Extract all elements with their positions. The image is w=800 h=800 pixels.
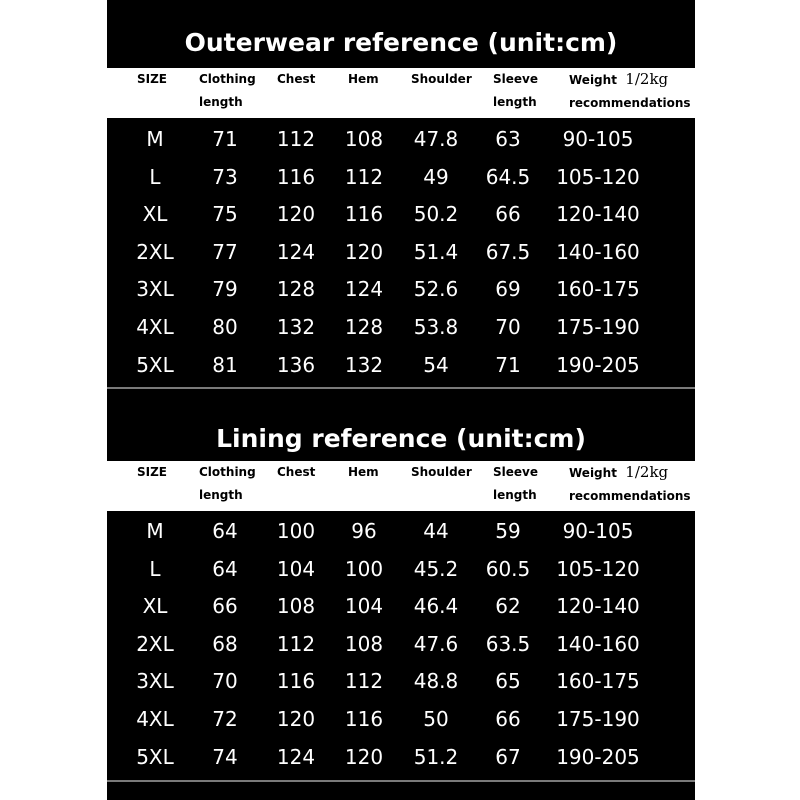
cell-shoulder: 50.2 xyxy=(413,202,459,227)
header-chest: Chest xyxy=(277,72,316,86)
cell-size: L xyxy=(149,556,161,581)
cell-clothing-length: 73 xyxy=(212,164,238,189)
cell-size: XL xyxy=(142,594,168,619)
cell-chest: 136 xyxy=(276,352,316,377)
lining-header-row xyxy=(107,461,695,511)
outerwear-bottom-divider xyxy=(107,387,695,389)
cell-chest: 124 xyxy=(276,744,316,769)
cell-hem: 112 xyxy=(344,164,384,189)
cell-size: 4XL xyxy=(136,707,174,731)
header-weight xyxy=(569,461,691,508)
cell-size: M xyxy=(146,127,164,151)
header-clothing-length xyxy=(199,461,256,507)
header-sleeve-length-line2: length xyxy=(493,488,537,502)
outerwear-title: Outerwear reference (unit:cm) xyxy=(184,28,618,57)
table-row xyxy=(107,625,695,663)
cell-weight: 105-120 xyxy=(556,556,640,581)
cell-shoulder: 47.8 xyxy=(413,127,459,151)
cell-weight: 160-175 xyxy=(556,669,640,694)
table-row xyxy=(107,195,695,233)
cell-weight: 120-140 xyxy=(556,202,640,227)
header-clothing-length xyxy=(199,68,256,114)
cell-size: 4XL xyxy=(136,315,174,339)
cell-weight: 175-190 xyxy=(556,315,640,339)
cell-sleeve-length: 60.5 xyxy=(485,556,531,581)
table-row xyxy=(107,700,695,738)
header-weight-unit: 1/2kg xyxy=(625,70,669,88)
cell-size: XL xyxy=(142,202,168,227)
cell-hem: 108 xyxy=(344,127,384,151)
cell-sleeve-length: 64.5 xyxy=(485,164,531,189)
header-sleeve-length xyxy=(493,461,538,507)
cell-chest: 112 xyxy=(276,127,316,151)
cell-weight: 160-175 xyxy=(556,277,640,302)
header-weight-line2: recommendations xyxy=(569,96,691,110)
cell-chest: 100 xyxy=(276,519,316,543)
cell-shoulder: 47.6 xyxy=(413,631,459,656)
cell-chest: 128 xyxy=(276,277,316,302)
header-clothing-length-line2: length xyxy=(199,95,243,109)
cell-hem: 116 xyxy=(344,707,384,731)
cell-shoulder: 51.4 xyxy=(413,239,459,264)
cell-sleeve-length: 63.5 xyxy=(485,631,531,656)
cell-clothing-length: 79 xyxy=(212,277,238,302)
cell-hem: 112 xyxy=(344,669,384,694)
lining-title: Lining reference (unit:cm) xyxy=(216,424,586,453)
table-row xyxy=(107,270,695,308)
header-shoulder: Shoulder xyxy=(411,72,472,86)
table-row xyxy=(107,120,695,158)
cell-sleeve-length: 65 xyxy=(495,669,521,694)
cell-size: 5XL xyxy=(136,744,174,769)
cell-clothing-length: 64 xyxy=(212,519,238,543)
cell-size: 2XL xyxy=(136,239,174,264)
cell-shoulder: 48.8 xyxy=(413,669,459,694)
cell-sleeve-length: 66 xyxy=(495,707,521,731)
table-row xyxy=(107,346,695,384)
cell-sleeve-length: 71 xyxy=(495,352,521,377)
cell-hem: 128 xyxy=(344,315,384,339)
cell-size: M xyxy=(146,519,164,543)
cell-hem: 104 xyxy=(344,594,384,619)
header-size: SIZE xyxy=(137,465,168,479)
cell-sleeve-length: 66 xyxy=(495,202,521,227)
cell-clothing-length: 77 xyxy=(212,239,238,264)
cell-size: L xyxy=(149,164,161,189)
cell-hem: 100 xyxy=(344,556,384,581)
cell-chest: 116 xyxy=(276,669,316,694)
cell-hem: 120 xyxy=(344,239,384,264)
cell-clothing-length: 80 xyxy=(212,315,238,339)
header-clothing-length-line1: Clothing xyxy=(199,465,256,479)
cell-sleeve-length: 67.5 xyxy=(485,239,531,264)
cell-sleeve-length: 62 xyxy=(495,594,521,619)
header-sleeve-length-line1: Sleeve xyxy=(493,72,538,86)
cell-clothing-length: 71 xyxy=(212,127,238,151)
header-weight-line2: recommendations xyxy=(569,489,691,503)
cell-chest: 116 xyxy=(276,164,316,189)
cell-chest: 112 xyxy=(276,631,316,656)
cell-weight: 140-160 xyxy=(556,239,640,264)
cell-shoulder: 49 xyxy=(423,164,449,189)
table-row xyxy=(107,512,695,550)
cell-shoulder: 52.6 xyxy=(413,277,459,302)
cell-shoulder: 50 xyxy=(423,707,449,731)
cell-shoulder: 44 xyxy=(423,519,449,543)
header-clothing-length-line1: Clothing xyxy=(199,72,256,86)
cell-size: 3XL xyxy=(136,277,174,302)
table-row xyxy=(107,308,695,346)
cell-weight: 90-105 xyxy=(562,519,634,543)
cell-sleeve-length: 59 xyxy=(495,519,521,543)
cell-weight: 175-190 xyxy=(556,707,640,731)
header-chest: Chest xyxy=(277,465,316,479)
header-sleeve-length-line2: length xyxy=(493,95,537,109)
cell-size: 5XL xyxy=(136,352,174,377)
table-row xyxy=(107,158,695,196)
cell-clothing-length: 75 xyxy=(212,202,238,227)
table-row xyxy=(107,233,695,271)
cell-hem: 120 xyxy=(344,744,384,769)
cell-hem: 116 xyxy=(344,202,384,227)
cell-clothing-length: 64 xyxy=(212,556,238,581)
table-row xyxy=(107,738,695,776)
cell-weight: 120-140 xyxy=(556,594,640,619)
cell-chest: 120 xyxy=(276,707,316,731)
cell-hem: 132 xyxy=(344,352,384,377)
cell-shoulder: 51.2 xyxy=(413,744,459,769)
header-weight-line1: Weight xyxy=(569,466,617,480)
cell-shoulder: 45.2 xyxy=(413,556,459,581)
cell-weight: 190-205 xyxy=(556,352,640,377)
cell-weight: 140-160 xyxy=(556,631,640,656)
header-weight-unit: 1/2kg xyxy=(625,463,669,481)
cell-sleeve-length: 69 xyxy=(495,277,521,302)
cell-sleeve-length: 70 xyxy=(495,315,521,339)
cell-chest: 108 xyxy=(276,594,316,619)
lining-bottom-divider xyxy=(107,780,695,782)
cell-clothing-length: 70 xyxy=(212,669,238,694)
header-weight-line1: Weight xyxy=(569,73,617,87)
cell-chest: 120 xyxy=(276,202,316,227)
cell-weight: 190-205 xyxy=(556,744,640,769)
cell-clothing-length: 81 xyxy=(212,352,238,377)
header-size: SIZE xyxy=(137,72,168,86)
cell-weight: 90-105 xyxy=(562,127,634,151)
cell-hem: 96 xyxy=(351,519,377,543)
header-shoulder: Shoulder xyxy=(411,465,472,479)
cell-shoulder: 46.4 xyxy=(413,594,459,619)
cell-sleeve-length: 67 xyxy=(495,744,521,769)
cell-hem: 124 xyxy=(344,277,384,302)
table-row xyxy=(107,662,695,700)
cell-size: 3XL xyxy=(136,669,174,694)
cell-shoulder: 53.8 xyxy=(413,315,459,339)
header-sleeve-length xyxy=(493,68,538,114)
cell-hem: 108 xyxy=(344,631,384,656)
cell-chest: 124 xyxy=(276,239,316,264)
header-clothing-length-line2: length xyxy=(199,488,243,502)
header-hem: Hem xyxy=(348,465,379,479)
size-chart-sheet xyxy=(107,0,695,800)
cell-shoulder: 54 xyxy=(423,352,449,377)
cell-clothing-length: 66 xyxy=(212,594,238,619)
cell-clothing-length: 68 xyxy=(212,631,238,656)
table-row xyxy=(107,550,695,588)
table-row xyxy=(107,587,695,625)
header-sleeve-length-line1: Sleeve xyxy=(493,465,538,479)
outerwear-header-row xyxy=(107,68,695,118)
cell-clothing-length: 72 xyxy=(212,707,238,731)
cell-chest: 132 xyxy=(276,315,316,339)
cell-size: 2XL xyxy=(136,631,174,656)
cell-sleeve-length: 63 xyxy=(495,127,521,151)
cell-chest: 104 xyxy=(276,556,316,581)
header-hem: Hem xyxy=(348,72,379,86)
header-weight xyxy=(569,68,691,115)
cell-weight: 105-120 xyxy=(556,164,640,189)
cell-clothing-length: 74 xyxy=(212,744,238,769)
